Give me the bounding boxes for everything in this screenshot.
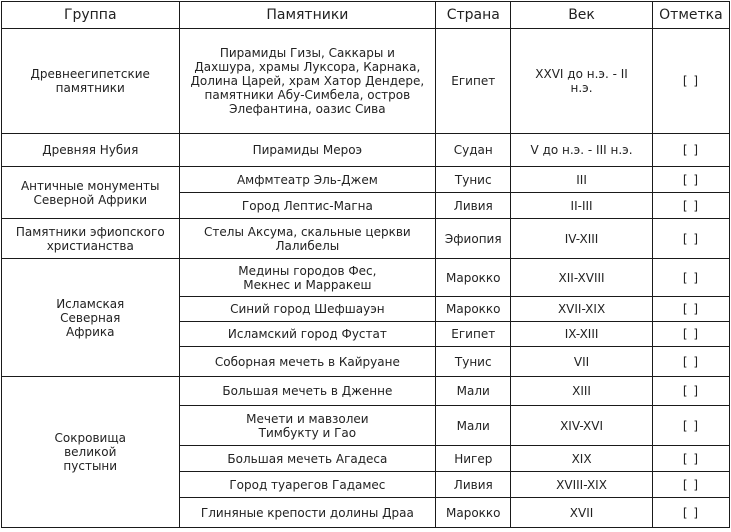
header-row xyxy=(2,2,730,29)
country-cell: Эфиопия xyxy=(436,219,511,259)
mark-checkbox[interactable]: [ ] xyxy=(652,472,729,498)
country-cell: Египет xyxy=(436,322,511,347)
century-cell: XVII xyxy=(511,498,653,528)
monuments-cell: Амфмтеатр Эль-Джем xyxy=(179,167,436,193)
monuments-cell: Синий город Шефшауэн xyxy=(179,297,436,322)
century-cell: XIV-XVI xyxy=(511,406,653,446)
monuments-cell: Город Лептис-Магна xyxy=(179,193,436,219)
group-cell: Памятники эфиопского христианства xyxy=(2,219,180,259)
century-cell: VII xyxy=(511,347,653,377)
table-row xyxy=(2,219,730,259)
table-row xyxy=(2,134,730,167)
mark-checkbox[interactable]: [ ] xyxy=(652,29,729,134)
header-mark: Отметка xyxy=(652,2,729,29)
monuments-cell: Пирамиды Гизы, Саккары и Дахшура, храмы Луксора, Карнака, Долина Царей, храм Хатор Дендере, памятники Абу-Симбела, остров Элефантина, оазис Сива xyxy=(179,29,436,134)
header-group: Группа xyxy=(2,2,180,29)
country-cell: Мали xyxy=(436,406,511,446)
country-cell: Тунис xyxy=(436,347,511,377)
century-cell: XII-XVIII xyxy=(511,259,653,297)
monuments-cell: Большая мечеть в Дженне xyxy=(179,377,436,406)
century-cell: XXVI до н.э. - II н.э. xyxy=(511,29,653,134)
monuments-cell: Исламский город Фустат xyxy=(179,322,436,347)
monuments-table xyxy=(1,1,730,528)
mark-checkbox[interactable]: [ ] xyxy=(652,219,729,259)
mark-checkbox[interactable]: [ ] xyxy=(652,406,729,446)
century-cell: XIX xyxy=(511,446,653,472)
table-row xyxy=(2,259,730,297)
monuments-cell: Стелы Аксума, скальные церкви Лалибелы xyxy=(179,219,436,259)
mark-checkbox[interactable]: [ ] xyxy=(652,347,729,377)
monuments-cell: Мечети и мавзолеи Тимбукту и Гао xyxy=(179,406,436,446)
mark-checkbox[interactable]: [ ] xyxy=(652,377,729,406)
country-cell: Марокко xyxy=(436,259,511,297)
header-country: Страна xyxy=(436,2,511,29)
country-cell: Мали xyxy=(436,377,511,406)
mark-checkbox[interactable]: [ ] xyxy=(652,446,729,472)
century-cell: V до н.э. - III н.э. xyxy=(511,134,653,167)
country-cell: Египет xyxy=(436,29,511,134)
group-cell: Исламская Северная Африка xyxy=(2,259,180,377)
table-row xyxy=(2,167,730,193)
monuments-cell: Пирамиды Мероэ xyxy=(179,134,436,167)
country-cell: Тунис xyxy=(436,167,511,193)
header-monuments: Памятники xyxy=(179,2,436,29)
mark-checkbox[interactable]: [ ] xyxy=(652,322,729,347)
country-cell: Ливия xyxy=(436,193,511,219)
group-cell: Античные монументы Северной Африки xyxy=(2,167,180,219)
country-cell: Судан xyxy=(436,134,511,167)
monuments-cell: Большая мечеть Агадеса xyxy=(179,446,436,472)
century-cell: XIII xyxy=(511,377,653,406)
table-row xyxy=(2,29,730,134)
century-cell: XVIII-XIX xyxy=(511,472,653,498)
monuments-cell: Медины городов Фес, Мекнес и Марракеш xyxy=(179,259,436,297)
mark-checkbox[interactable]: [ ] xyxy=(652,498,729,528)
century-cell: III xyxy=(511,167,653,193)
group-cell: Древнеегипетские памятники xyxy=(2,29,180,134)
mark-checkbox[interactable]: [ ] xyxy=(652,134,729,167)
monuments-cell: Глиняные крепости долины Драа xyxy=(179,498,436,528)
country-cell: Марокко xyxy=(436,297,511,322)
mark-checkbox[interactable]: [ ] xyxy=(652,167,729,193)
group-cell: Древняя Нубия xyxy=(2,134,180,167)
mark-checkbox[interactable]: [ ] xyxy=(652,297,729,322)
table-row xyxy=(2,377,730,406)
mark-checkbox[interactable]: [ ] xyxy=(652,193,729,219)
country-cell: Марокко xyxy=(436,498,511,528)
monuments-cell: Соборная мечеть в Кайруане xyxy=(179,347,436,377)
monuments-cell: Город туарегов Гадамес xyxy=(179,472,436,498)
country-cell: Нигер xyxy=(436,446,511,472)
header-century: Век xyxy=(511,2,653,29)
century-cell: IV-XIII xyxy=(511,219,653,259)
country-cell: Ливия xyxy=(436,472,511,498)
century-cell: IX-XIII xyxy=(511,322,653,347)
mark-checkbox[interactable]: [ ] xyxy=(652,259,729,297)
group-cell: Сокровища великой пустыни xyxy=(2,377,180,528)
century-cell: XVII-XIX xyxy=(511,297,653,322)
century-cell: II-III xyxy=(511,193,653,219)
